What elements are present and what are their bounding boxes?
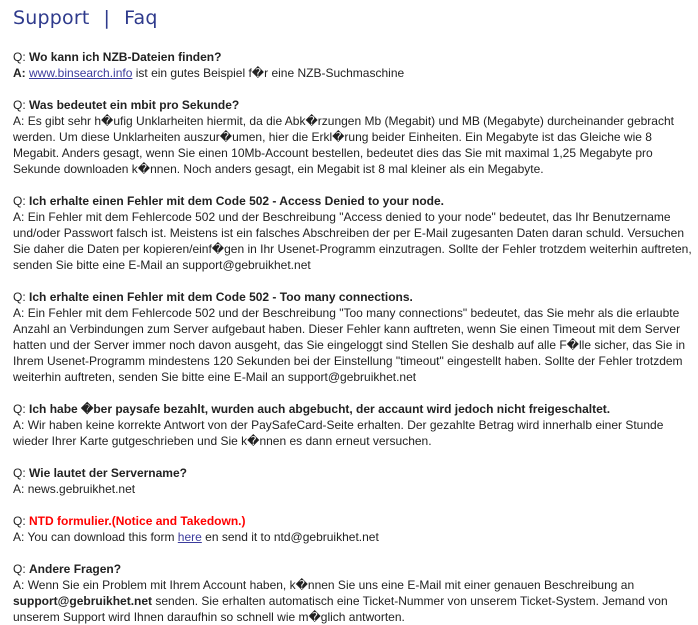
faq-answer <box>13 113 693 177</box>
question-text: NTD formulier.(Notice and Takedown.) <box>29 514 246 528</box>
faq-question <box>13 97 693 113</box>
faq-answer <box>13 209 693 273</box>
faq-item-nzb <box>13 49 693 81</box>
faq-question <box>13 561 693 577</box>
faq-item-502-too-many <box>13 289 693 385</box>
faq-item-other-questions <box>13 561 693 625</box>
answer-label: A: <box>13 578 25 592</box>
question-text: Wie lautet der Servername? <box>29 466 187 480</box>
question-text: Ich habe �ber paysafe bezahlt, wurden auch abgebucht, der accaunt wird jedoch nicht freigeschaltet. <box>29 402 611 416</box>
faq-question <box>13 193 693 209</box>
page-title <box>13 0 693 41</box>
question-text: Wo kann ich NZB-Dateien finden? <box>29 50 222 64</box>
answer-label: A: <box>13 418 25 432</box>
answer-label: A: <box>13 530 25 544</box>
faq-question <box>13 513 693 529</box>
faq-question <box>13 289 693 305</box>
ntd-form-download-link[interactable]: here <box>177 530 202 544</box>
question-label: Q: <box>13 290 26 304</box>
faq-item-mbit <box>13 97 693 177</box>
binsearch-link[interactable]: www.binsearch.info <box>29 66 133 80</box>
faq-question <box>13 49 693 65</box>
answer-text: en send it to ntd@gebruikhet.net <box>201 530 379 544</box>
faq-answer <box>13 305 693 385</box>
faq-answer <box>13 65 693 81</box>
faq-item-502-access-denied <box>13 193 693 273</box>
question-label: Q: <box>13 466 26 480</box>
answer-text: Wenn Sie ein Problem mit Ihrem Account haben, k�nnen Sie uns eine E-Mail mit einer genauen Beschreibung an <box>27 578 635 592</box>
faq-answer <box>13 481 693 497</box>
answer-text: senden. Sie erhalten automatisch eine Ticket-Nummer von unserem Ticket-System. Jemand von unserem Support wird Ihnen daraufhin so schnell wie m�glich antworten. <box>13 594 668 624</box>
question-text: Ich erhalte einen Fehler mit dem Code 502 - Too many connections. <box>29 290 413 304</box>
answer-text: Ein Fehler mit dem Fehlercode 502 und der Beschreibung "Access denied to your node" bedeutet, das Ihr Benutzername und/oder Passwort falsch ist. Meistens ist ein falsches Abschreiben der per E-Mail zugesanten Daten daran schuld. Versuchen Sie daher die Daten per kopieren/einf�gen in Ihr Usenet-Programm einzutragen. Sollte der Fehler trotzdem weiterhin auftreten, senden Sie bitte eine E-Mail an support@gebruikhet.net <box>13 210 692 272</box>
question-label: Q: <box>13 98 26 112</box>
faq-item-ntd <box>13 513 693 545</box>
answer-text: news.gebruikhet.net <box>27 482 136 496</box>
question-label: Q: <box>13 562 26 576</box>
title-separator: | <box>103 7 111 29</box>
question-label: Q: <box>13 402 26 416</box>
faq-answer <box>13 417 693 449</box>
answer-text: You can download this form <box>27 530 178 544</box>
faq-answer <box>13 577 693 625</box>
question-label: Q: <box>13 50 26 64</box>
answer-label: A: <box>13 306 25 320</box>
answer-text: Ein Fehler mit dem Fehlercode 502 und der Beschreibung "Too many connections" bedeutet, das Sie mehr als die erlaubte Anzahl an Verbindungen zum Server aufgebaut haben. Dieser Fehler kann auftreten, wenn Sie einen Timeout mit dem Server hatten und der Server immer noch davon ausgeht, das Sie eingeloggt sind Stellen Sie deshalb auf alle F�lle sicher, das Sie in Ihrem Usenet-Programm mindestens 120 Sekunden bei der Einstellung "timeout" eingestellt haben. Sollte der Fehler trotzdem weiterhin auftreten, senden Sie bitte eine E-Mail an support@gebruikhet.net <box>13 306 686 384</box>
answer-label: A: <box>13 482 25 496</box>
answer-text: ist ein gutes Beispiel f�r eine NZB-Suchmaschine <box>132 66 405 80</box>
answer-label: A: <box>13 66 26 80</box>
faq-answer <box>13 529 693 545</box>
faq-item-servername <box>13 465 693 497</box>
title-support: Support <box>13 7 90 29</box>
question-label: Q: <box>13 194 26 208</box>
answer-text: Wir haben keine korrekte Antwort von der PaySafeCard-Seite erhalten. Der gezahlte Betrag wird innerhalb einer Stunde wieder Ihrer Karte gutgeschrieben und Sie k�nnen es dann erneut versuchen. <box>13 418 664 448</box>
answer-text: Es gibt sehr h�ufig Unklarheiten hiermit, da die Abk�rzungen Mb (Megabit) und MB (Megabyte) durcheinander gebracht werden. Um diese Unklarheiten auszur�umen, hier die Erkl�rung beider Einheiten. Ein Megabyte ist das Gleiche wie 8 Megabit. Anders gesagt, wenn Sie einen 10Mb-Account bestellen, bedeutet dies das Sie mit maximal 1,25 Megabyte pro Sekunde downloaden k�nnen. Noch anders gesagt, ein Megabit ist 8 mal kleiner als ein Megabyte. <box>13 114 674 176</box>
question-text: Ich erhalte einen Fehler mit dem Code 502 - Access Denied to your node. <box>29 194 445 208</box>
question-label: Q: <box>13 514 26 528</box>
answer-label: A: <box>13 210 25 224</box>
faq-question <box>13 465 693 481</box>
answer-label: A: <box>13 114 25 128</box>
faq-item-paysafe <box>13 401 693 449</box>
title-faq: Faq <box>124 7 158 29</box>
support-email: support@gebruikhet.net <box>13 594 153 608</box>
question-text: Was bedeutet ein mbit pro Sekunde? <box>29 98 240 112</box>
faq-question <box>13 401 693 417</box>
question-text: Andere Fragen? <box>29 562 122 576</box>
